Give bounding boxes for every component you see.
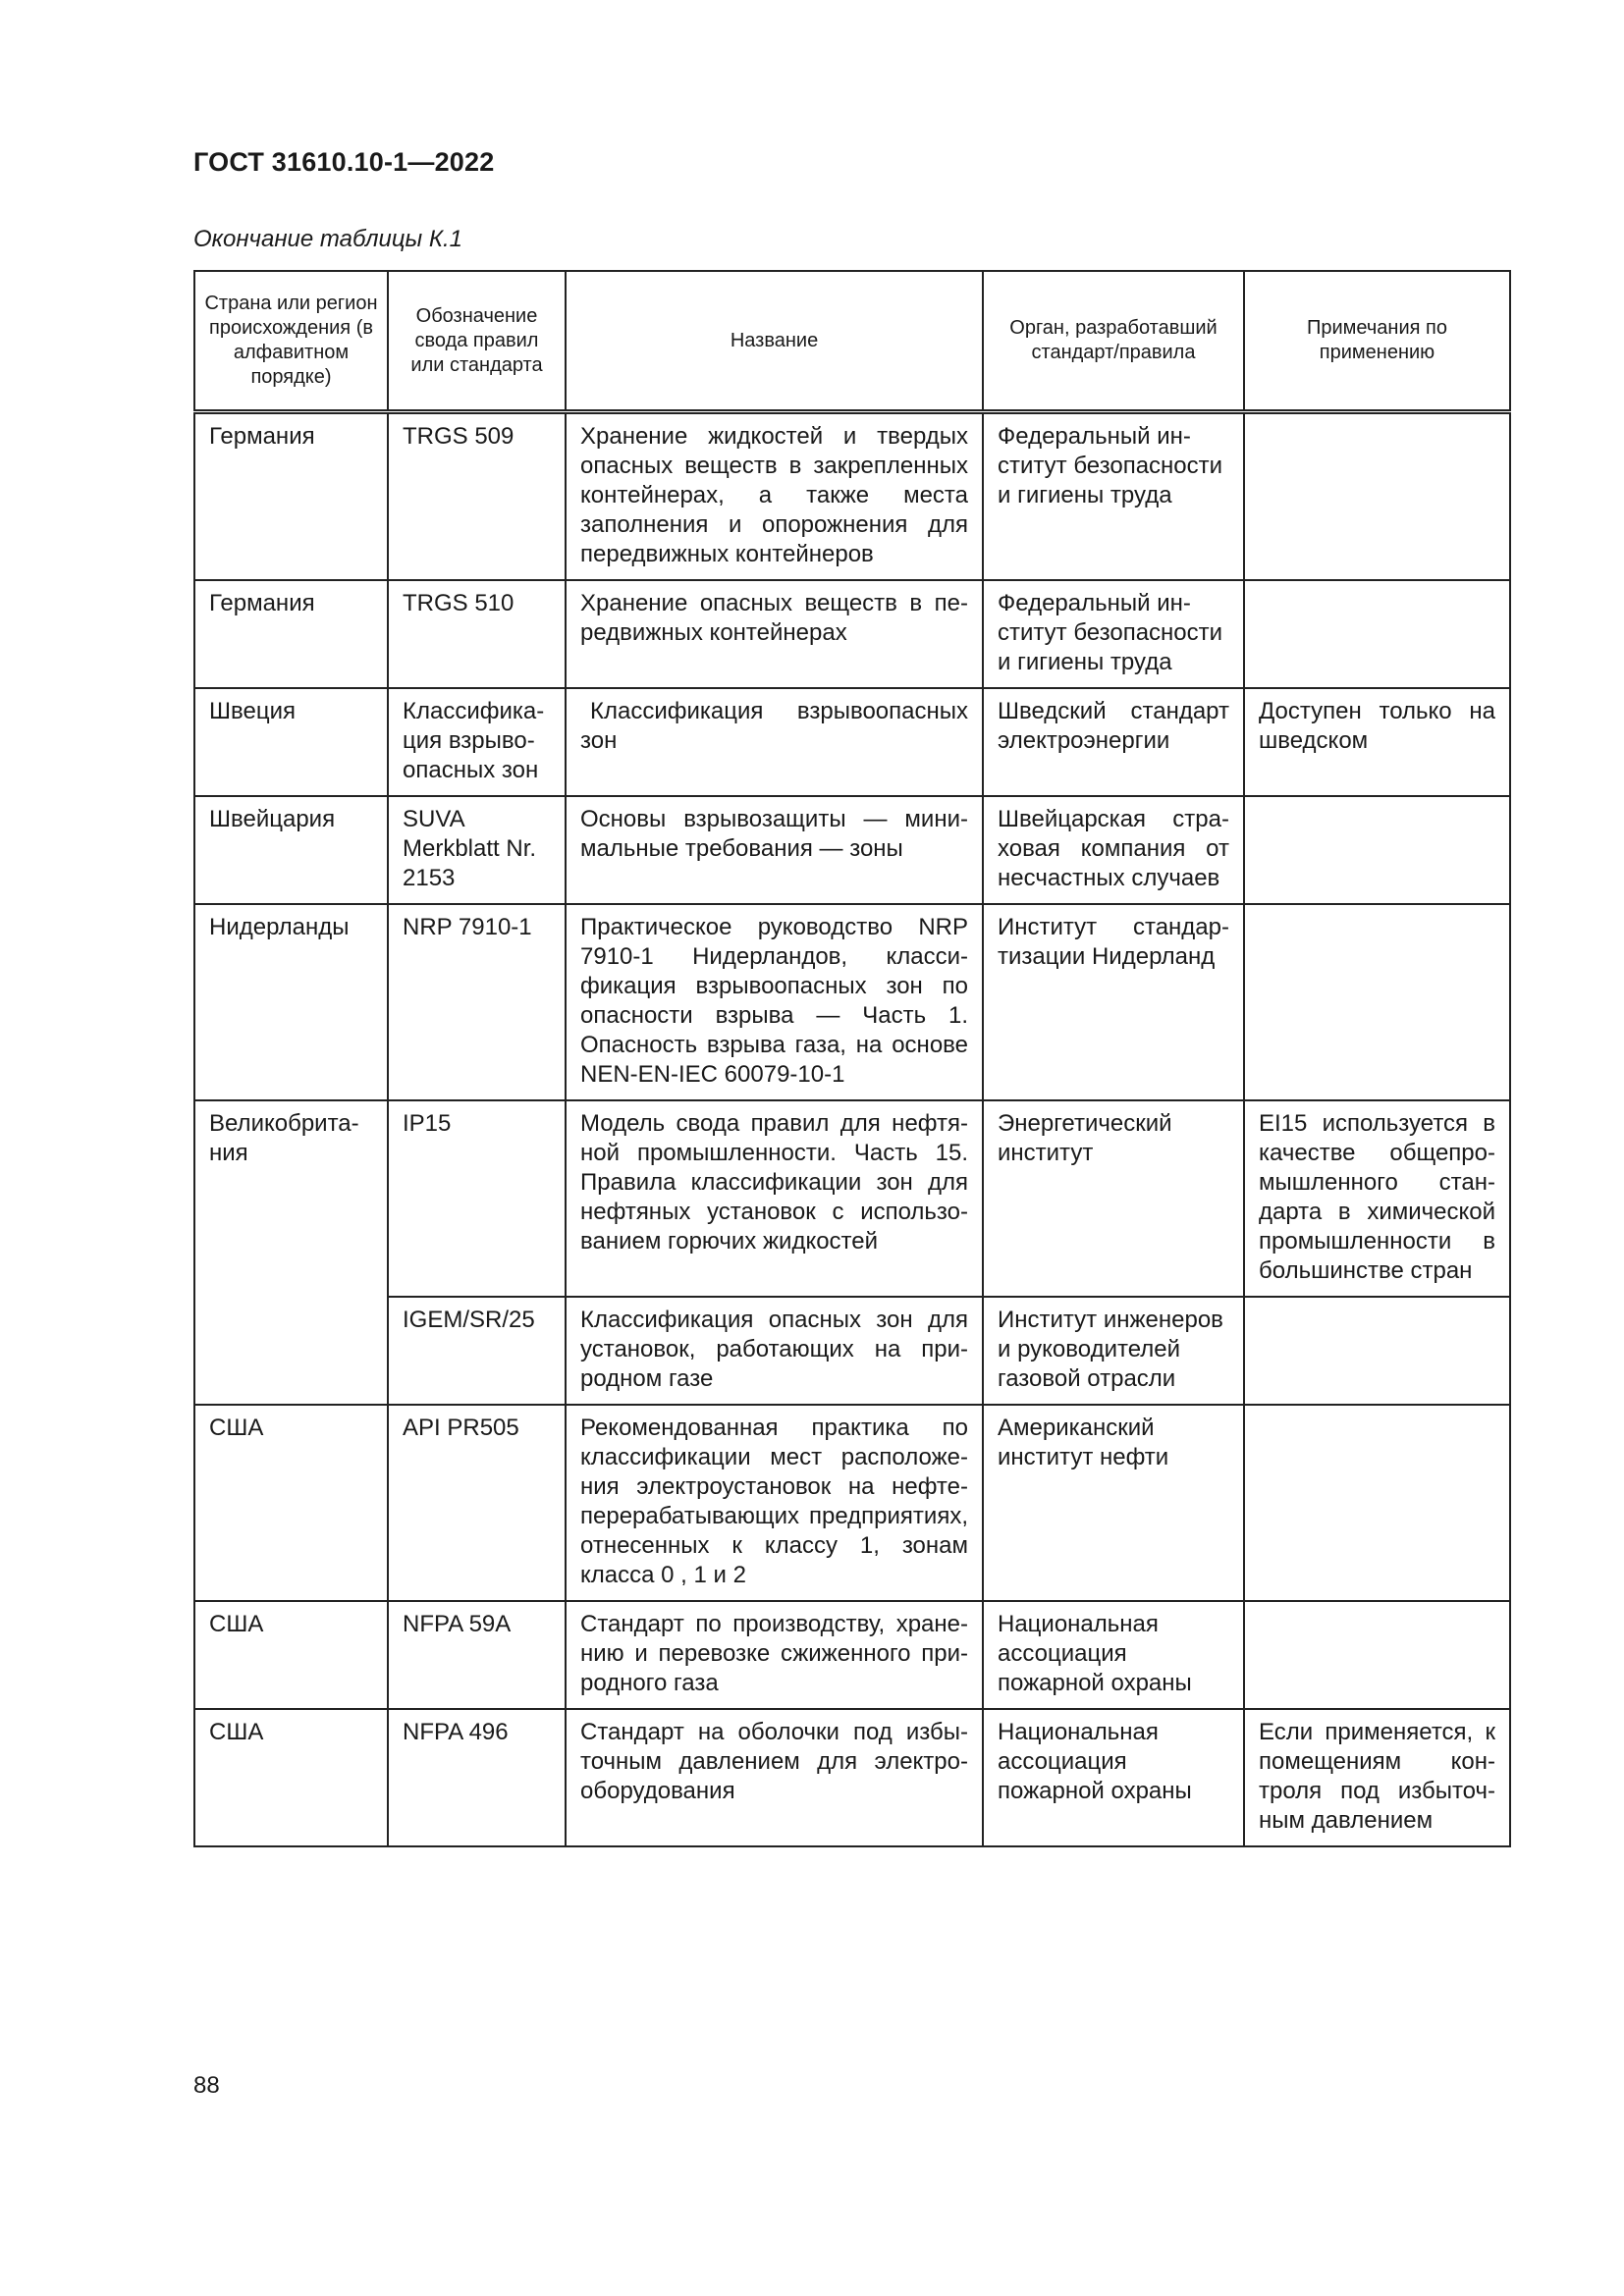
cell-notes: EI15 используется в качестве общепромышленного стандарта в химической промышленности в большинстве стран [1244,1100,1510,1297]
cell-code: API PR505 [388,1405,566,1601]
header-code: Обозначение свода правил или стандарта [388,271,566,412]
cell-code: NRP 7910-1 [388,904,566,1100]
cell-notes [1244,1405,1510,1601]
cell-title: Классификация взрывоопасных зон [566,688,983,796]
standards-table [193,270,1511,1847]
cell-body: Институт инженеров и руководителей газовой отрасли [983,1297,1244,1405]
cell-country: Нидерланды [194,904,388,1100]
cell-code: Классификация взрывоопасных зон [388,688,566,796]
table-row [194,1297,1510,1405]
cell-body: Энергетический институт [983,1100,1244,1297]
table-row [194,904,1510,1100]
cell-body: Федеральный институт безопасности и гигиены труда [983,580,1244,688]
table-row [194,1100,1510,1297]
cell-body: Швейцарская страховая компания от несчастных случаев [983,796,1244,904]
cell-notes [1244,1297,1510,1405]
cell-title: Стандарт на оболочки под избыточным давлением для электрооборудования [566,1709,983,1846]
cell-body: Институт стандартизации Нидерланд [983,904,1244,1100]
cell-country: США [194,1405,388,1601]
cell-title: Стандарт по производству, хранению и перевозке сжиженного природного газа [566,1601,983,1709]
cell-notes [1244,412,1510,581]
document-standard-id: ГОСТ 31610.10-1—2022 [193,147,495,177]
cell-code: NFPA 496 [388,1709,566,1846]
table-row [194,580,1510,688]
cell-code: IP15 [388,1100,566,1297]
cell-title: Рекомендованная практика по классификации мест расположения электроустановок на нефтеперерабатывающих предприятиях, отнесенных к классу 1, зонам класса 0 , 1 и 2 [566,1405,983,1601]
cell-notes [1244,904,1510,1100]
table-row [194,1601,1510,1709]
table-row [194,1405,1510,1601]
table-caption: Окончание таблицы К.1 [193,226,463,252]
cell-title: Хранение жидкостей и твердых опасных веществ в закрепленных контейнерах, а также места заполнения и опорожнения для передвижных контейнеров [566,412,983,581]
cell-code: SUVA Merkblatt Nr. 2153 [388,796,566,904]
cell-body: Национальная ассоциация пожарной охраны [983,1601,1244,1709]
cell-body: Федеральный институт безопасности и гигиены труда [983,412,1244,581]
cell-country: Швеция [194,688,388,796]
cell-body: Шведский стандарт электроэнергии [983,688,1244,796]
cell-body: Американский институт нефти [983,1405,1244,1601]
cell-notes: Доступен только на шведском [1244,688,1510,796]
cell-notes [1244,580,1510,688]
cell-country: Великобритания [194,1100,388,1405]
cell-title: Основы взрывозащиты — минимальные требования — зоны [566,796,983,904]
cell-country: Германия [194,580,388,688]
table-header-row [194,271,1510,412]
cell-code: IGEM/SR/25 [388,1297,566,1405]
cell-code: TRGS 509 [388,412,566,581]
page-number: 88 [193,2072,220,2099]
cell-code: TRGS 510 [388,580,566,688]
cell-title: Хранение опасных веществ в передвижных контейнерах [566,580,983,688]
header-notes: Примечания по применению [1244,271,1510,412]
cell-country: США [194,1709,388,1846]
cell-title: Практическое руководство NRP 7910-1 Нидерландов, классификация взрывоопасных зон по опасности взрыва — Часть 1. Опасность взрыва газа, на основе NEN-EN-IEC 60079-10-1 [566,904,983,1100]
cell-code: NFPA 59A [388,1601,566,1709]
cell-country: Швейцария [194,796,388,904]
cell-notes [1244,1601,1510,1709]
cell-notes [1244,796,1510,904]
table-row [194,412,1510,581]
cell-body: Национальная ассоциация пожарной охраны [983,1709,1244,1846]
cell-title: Классификация опасных зон для установок, работающих на природном газе [566,1297,983,1405]
header-body: Орган, разработавший стандарт/правила [983,271,1244,412]
header-title: Название [566,271,983,412]
table-row [194,1709,1510,1846]
table-row [194,796,1510,904]
cell-title: Модель свода правил для нефтяной промышленности. Часть 15. Правила классификации зон для нефтяных установок с использованием горючих жидкостей [566,1100,983,1297]
cell-notes: Если применяется, к помещениям контроля под избыточным давлением [1244,1709,1510,1846]
header-country: Страна или регион происхождения (в алфавитном порядке) [194,271,388,412]
table-row [194,688,1510,796]
cell-country: США [194,1601,388,1709]
cell-country: Германия [194,412,388,581]
